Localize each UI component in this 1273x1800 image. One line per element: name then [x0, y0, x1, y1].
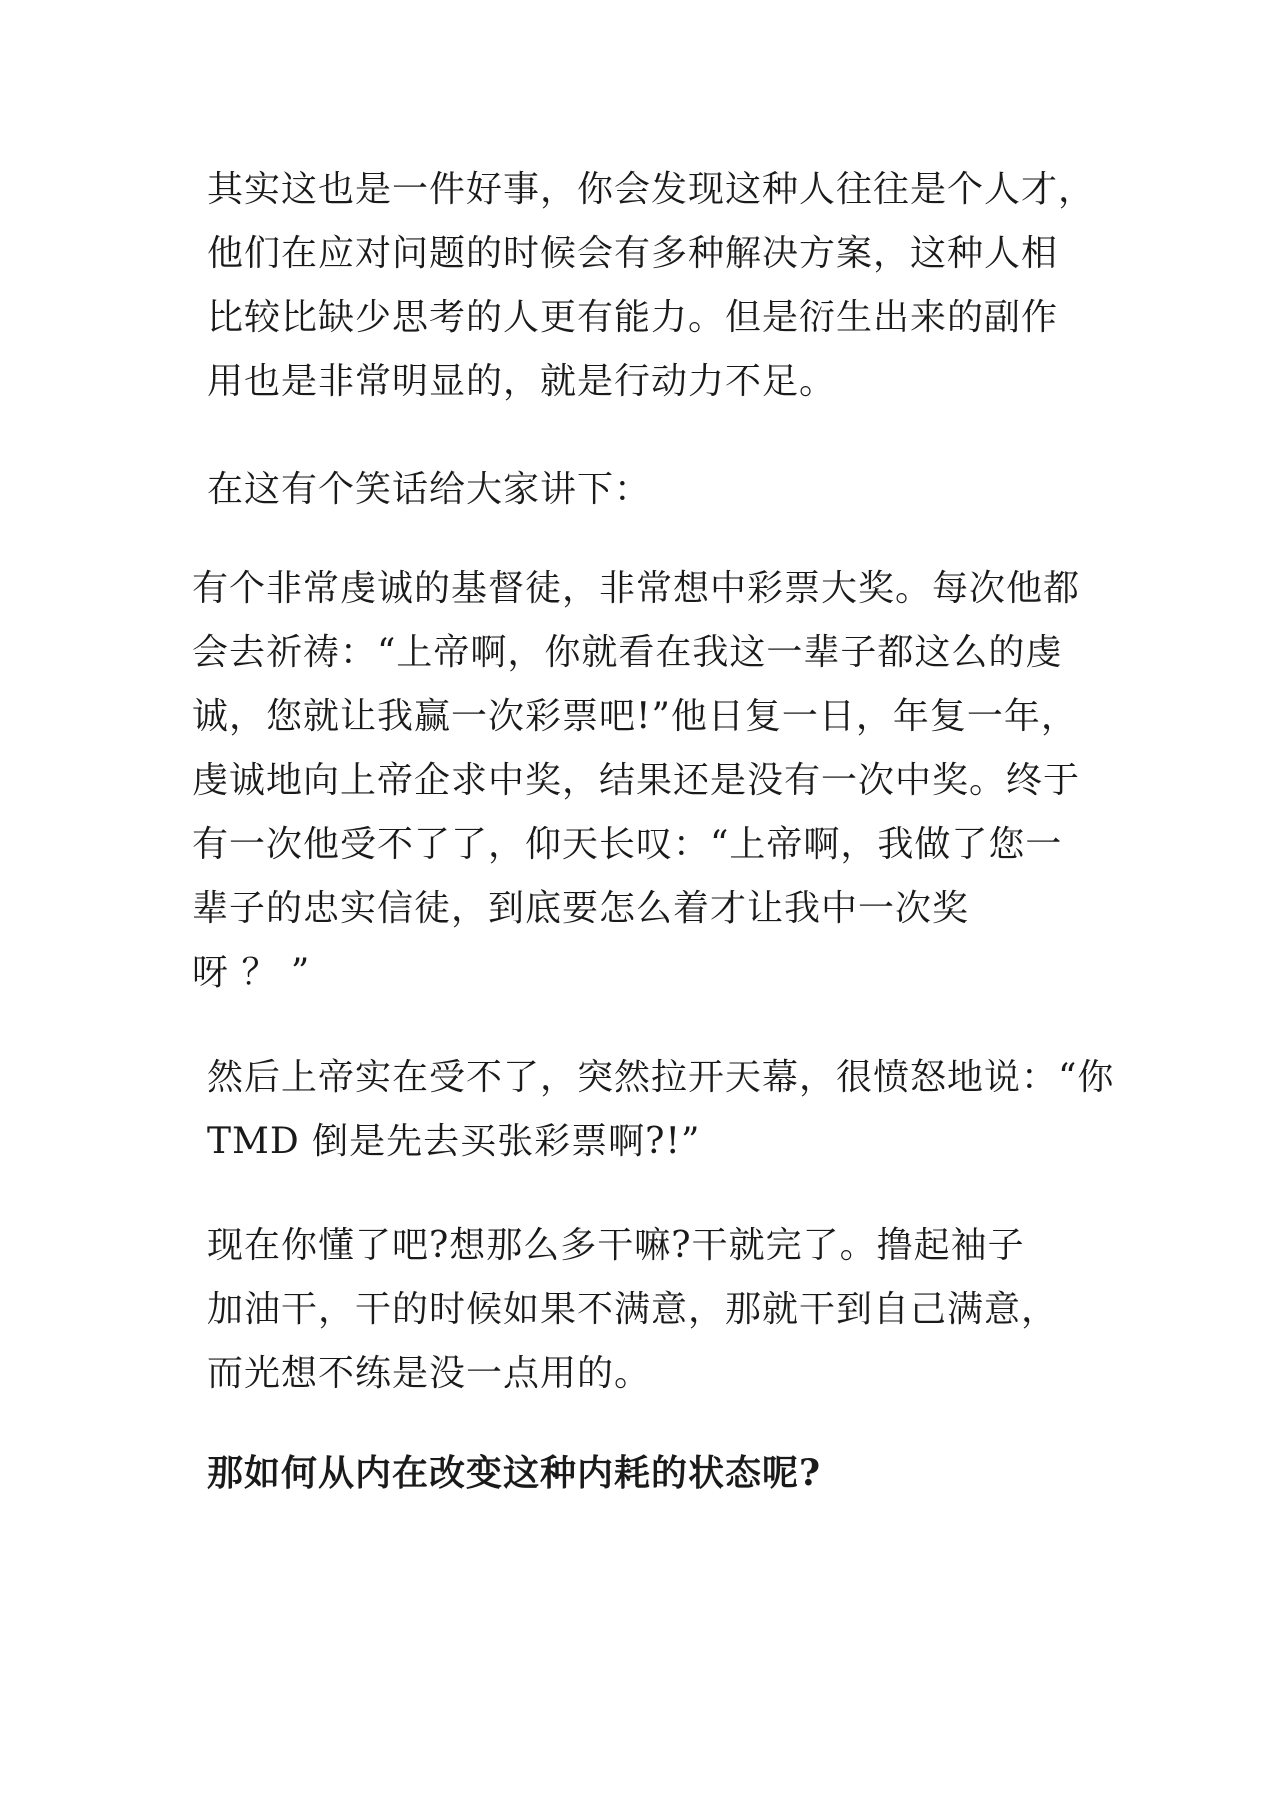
- text-line: 有个非常虔诚的基督徒，非常想中彩票大奖。每次他都: [192, 568, 1081, 609]
- paragraph-intro: [207, 158, 1095, 414]
- paragraph-punchline: [207, 1046, 1114, 1174]
- text-line: 而光想不练是没一点用的。: [207, 1353, 652, 1394]
- text-line: 呀 ？ ”: [192, 952, 311, 993]
- heading-line: 那如何从内在改变这种内耗的状态呢?: [207, 1452, 822, 1494]
- text-line: 虔诚地向上帝企求中奖，结果还是没有一次中奖。终于: [192, 760, 1081, 801]
- text-line: 在这有个笑话给大家讲下：: [207, 469, 652, 510]
- text-line: 他们在应对问题的时候会有多种解决方案，这种人相: [207, 233, 1059, 274]
- text-line: 然后上帝实在受不了，突然拉开天幕，很愤怒地说：“你: [207, 1057, 1115, 1098]
- text-line: 现在你懂了吧?想那么多干嘛?干就完了。撸起袖子: [207, 1225, 1025, 1266]
- paragraph-joke-intro: [207, 458, 651, 522]
- text-line: 有一次他受不了了，仰天长叹：“上帝啊，我做了您一: [192, 824, 1063, 865]
- text-line: 辈子的忠实信徒，到底要怎么着才让我中一次奖: [192, 888, 970, 929]
- section-heading: [207, 1441, 821, 1505]
- paragraph-conclusion: [207, 1214, 1058, 1406]
- text-line: 诚，您就让我赢一次彩票吧!”他日复一日，年复一年，: [192, 696, 1078, 737]
- text-line: 加油干，干的时候如果不满意，那就干到自己满意，: [207, 1289, 1059, 1330]
- paragraph-joke: [192, 557, 1080, 1005]
- text-line: 会去祈祷：“上帝啊，你就看在我这一辈子都这么的虔: [192, 632, 1063, 673]
- text-line: 比较比缺少思考的人更有能力。但是衍生出来的副作: [207, 297, 1059, 338]
- text-line: 用也是非常明显的，就是行动力不足。: [207, 361, 837, 402]
- text-line: 其实这也是一件好事，你会发现这种人往往是个人才，: [207, 169, 1096, 210]
- text-line: TMD 倒是先去买张彩票啊?!”: [207, 1121, 701, 1162]
